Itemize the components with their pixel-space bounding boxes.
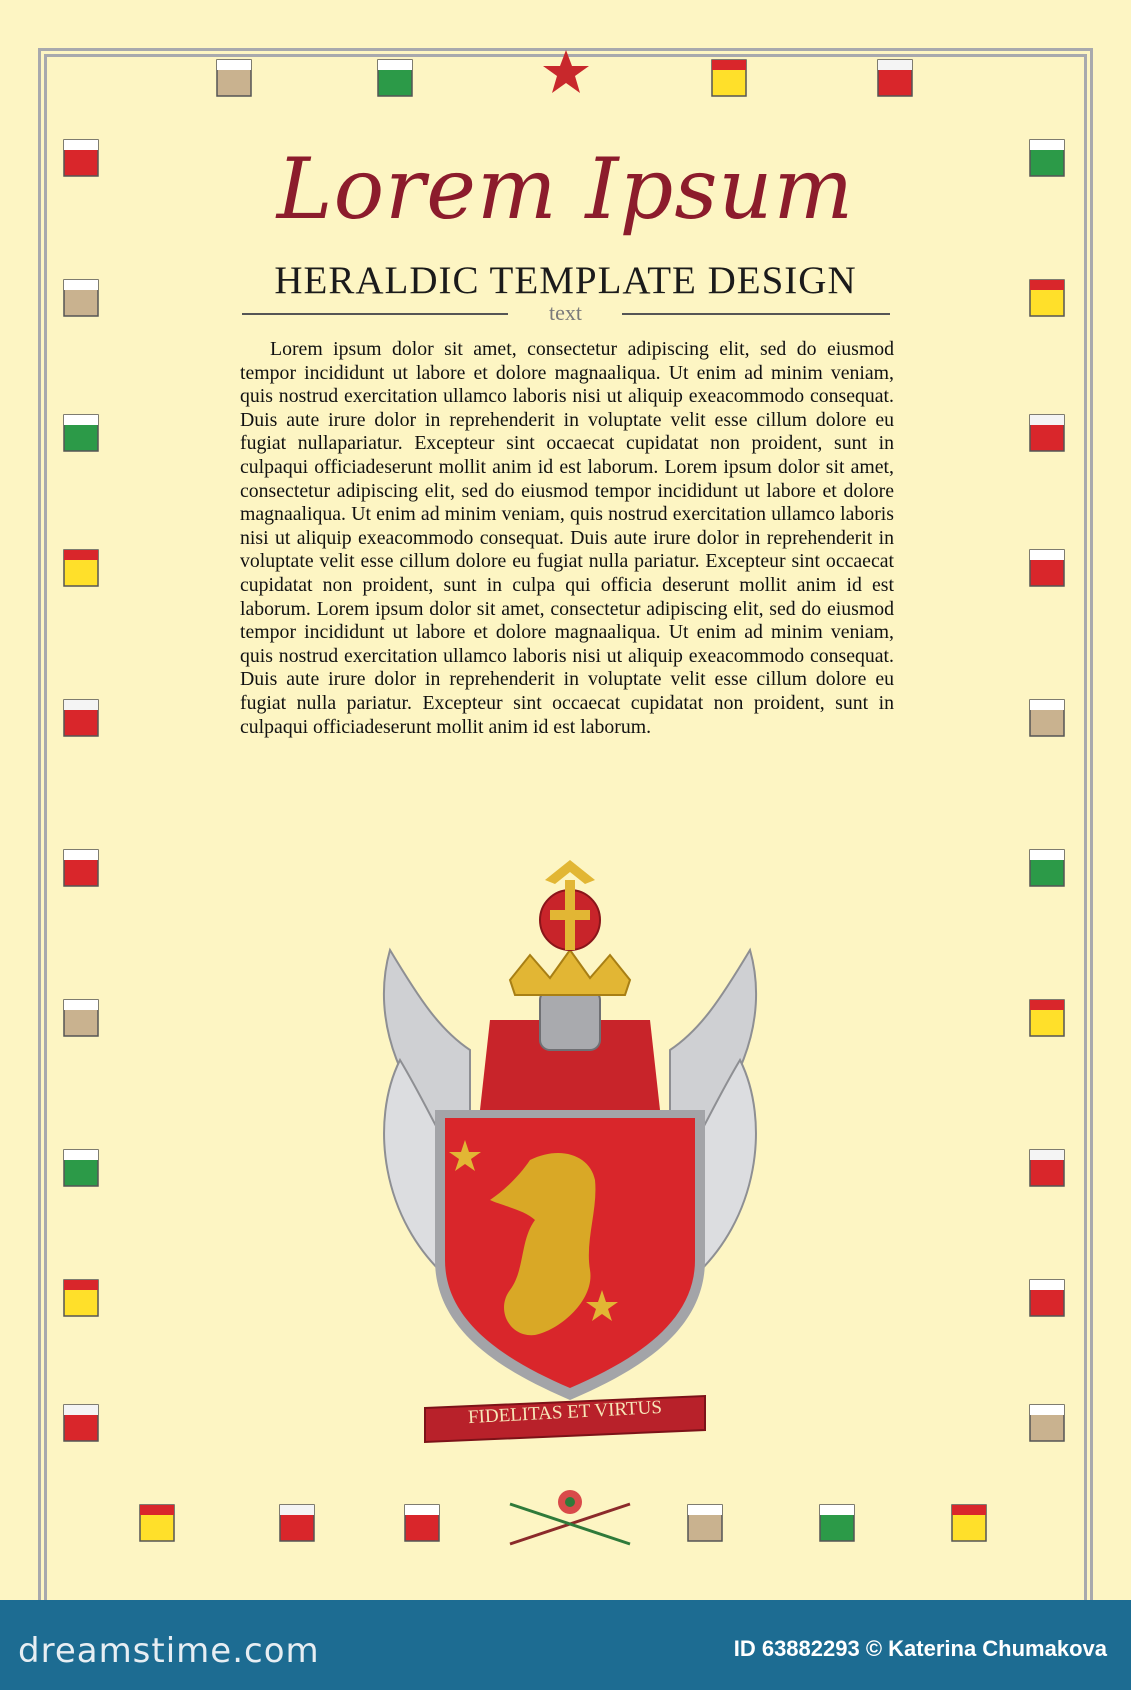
- heraldic-flag-icon: [1030, 1405, 1064, 1441]
- heraldic-flag-icon: [140, 1505, 174, 1541]
- heraldic-flag-icon: [712, 60, 746, 96]
- star-icon: [541, 48, 591, 96]
- heraldic-flag-icon: [64, 1150, 98, 1186]
- heraldic-flag-icon: [1030, 550, 1064, 586]
- heraldic-flag-icon: [688, 1505, 722, 1541]
- heraldic-flag-icon: [64, 850, 98, 886]
- page-title: Lorem Ipsum: [276, 140, 855, 238]
- crossed-arrows-icon: [500, 1484, 640, 1554]
- heraldic-flag-icon: [64, 415, 98, 451]
- motto-text: FIDELITAS ET VIRTUS: [467, 1396, 663, 1429]
- heraldic-flag-icon: [64, 1280, 98, 1316]
- heraldic-flag-icon: [1030, 415, 1064, 451]
- page-subtitle: HERALDIC TEMPLATE DESIGN: [274, 259, 857, 302]
- heraldic-flag-icon: [64, 1405, 98, 1441]
- heraldic-flag-icon: [1030, 850, 1064, 886]
- heraldic-flag-icon: [64, 1000, 98, 1036]
- heraldic-flag-icon: [1030, 700, 1064, 736]
- body-paragraph: Lorem ipsum dolor sit amet, consectetur adipiscing elit, sed do eiusmod tempor incididunt ut labore et dolore magnaaliqua. Ut enim ad minim veniam, quis nostrud exercitation ullamco laboris nisi ut aliquip exeacommodo consequat. Duis aute irure dolor in reprehenderit in voluptate velit esse cillum dolore eu fugiat nullapariatur. Excepteur sint occaecat cupidatat non proident, sunt in culpaqui officiadeserunt mollit anim id est laborum. Lorem ipsum dolor sit amet, consectetur adipiscing elit, sed do eiusmod tempor incididunt ut labore et dolore magnaaliqua. Ut enim ad minim veniam, quis nostrud exercitation ullamco laboris nisi ut aliquip exeacommodo consequat. Duis aute irure dolor in reprehenderit in voluptate velit esse cillum dolore eu fugiat nulla pariatur. Excepteur sint occaecat cupidatat non proident, sunt in culpa qui officia deserunt mollit anim id est laborum. Lorem ipsum dolor sit amet, consectetur adipiscing elit, sed do eiusmod tempor incididunt ut labore et dolore magnaaliqua. Ut enim ad minim veniam, quis nostrud exercitation ullamco laboris nisi ut aliquip exeacommodo consequat. Duis aute irure dolor in reprehenderit in voluptate velit esse cillum dolore eu fugiat nulla pariatur. Excepteur sint occaecat cupidatat non proident, sunt in culpaqui officiadeserunt mollit anim id est laborum.: [240, 338, 894, 738]
- heraldic-flag-icon: [878, 60, 912, 96]
- heraldic-flag-icon: [64, 700, 98, 736]
- heraldic-flag-icon: [1030, 1280, 1064, 1316]
- heraldic-flag-icon: [64, 550, 98, 586]
- watermark-credit: ID 63882293 © Katerina Chumakova: [733, 1636, 1107, 1661]
- heraldic-flag-icon: [378, 60, 412, 96]
- heraldic-flag-icon: [1030, 1150, 1064, 1186]
- subtitle-caption: text: [549, 300, 582, 325]
- heraldic-flag-icon: [1030, 1000, 1064, 1036]
- coat-of-arms-icon: [360, 860, 780, 1420]
- watermark-logo: dreamstime.com: [18, 1631, 320, 1671]
- heraldic-flag-icon: [820, 1505, 854, 1541]
- heraldic-flag-icon: [280, 1505, 314, 1541]
- heraldic-flag-icon: [405, 1505, 439, 1541]
- heraldic-flag-icon: [952, 1505, 986, 1541]
- heraldic-flag-icon: [217, 60, 251, 96]
